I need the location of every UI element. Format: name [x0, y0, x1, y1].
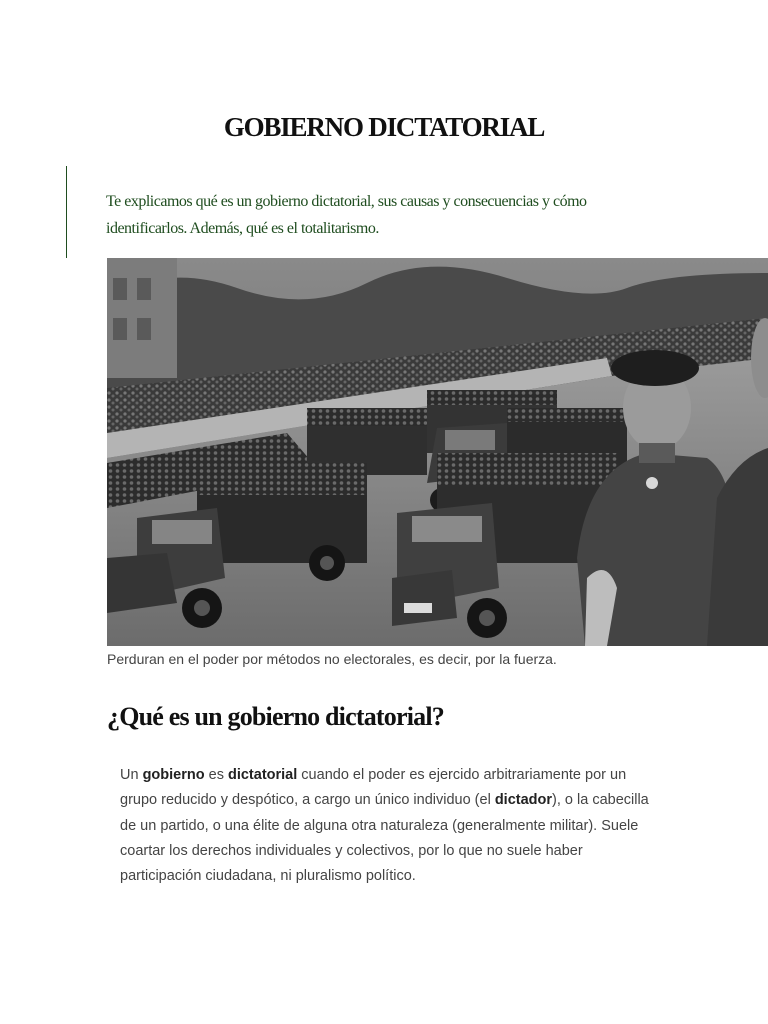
body-text-run: cuando el poder es ejercido arbitrariamente por un grupo reducido y despótico, a cargo un único individuo (el	[120, 767, 627, 809]
body-text-run: Un	[120, 767, 143, 783]
body-paragraph	[120, 763, 660, 889]
lead-accent-bar	[66, 166, 67, 258]
page-title: GOBIERNO DICTATORIAL	[223, 112, 545, 142]
term-dictador: dictador	[494, 792, 553, 809]
image-caption: Perduran en el poder por métodos no electorales, es decir, por la fuerza.	[107, 651, 557, 667]
lead-paragraph: Te explicamos qué es un gobierno dictatorial, sus causas y consecuencias y cómo identificarlos. Además, qué es el totalitarismo.	[106, 193, 587, 237]
term-dictatorial: dictatorial	[227, 767, 298, 783]
term-gobierno: gobierno	[142, 767, 205, 783]
body-text-run: es	[204, 767, 228, 783]
article-photo	[107, 258, 768, 646]
body-text-run: ), o la cabecilla de un partido, o una élite de alguna otra naturaleza (generalmente militar). Suele coartar los derechos individuales y colectivos, por lo que no suele haber participación ciudadana, ni pluralismo político.	[120, 792, 649, 885]
section-heading: ¿Qué es un gobierno dictatorial?	[107, 702, 444, 731]
